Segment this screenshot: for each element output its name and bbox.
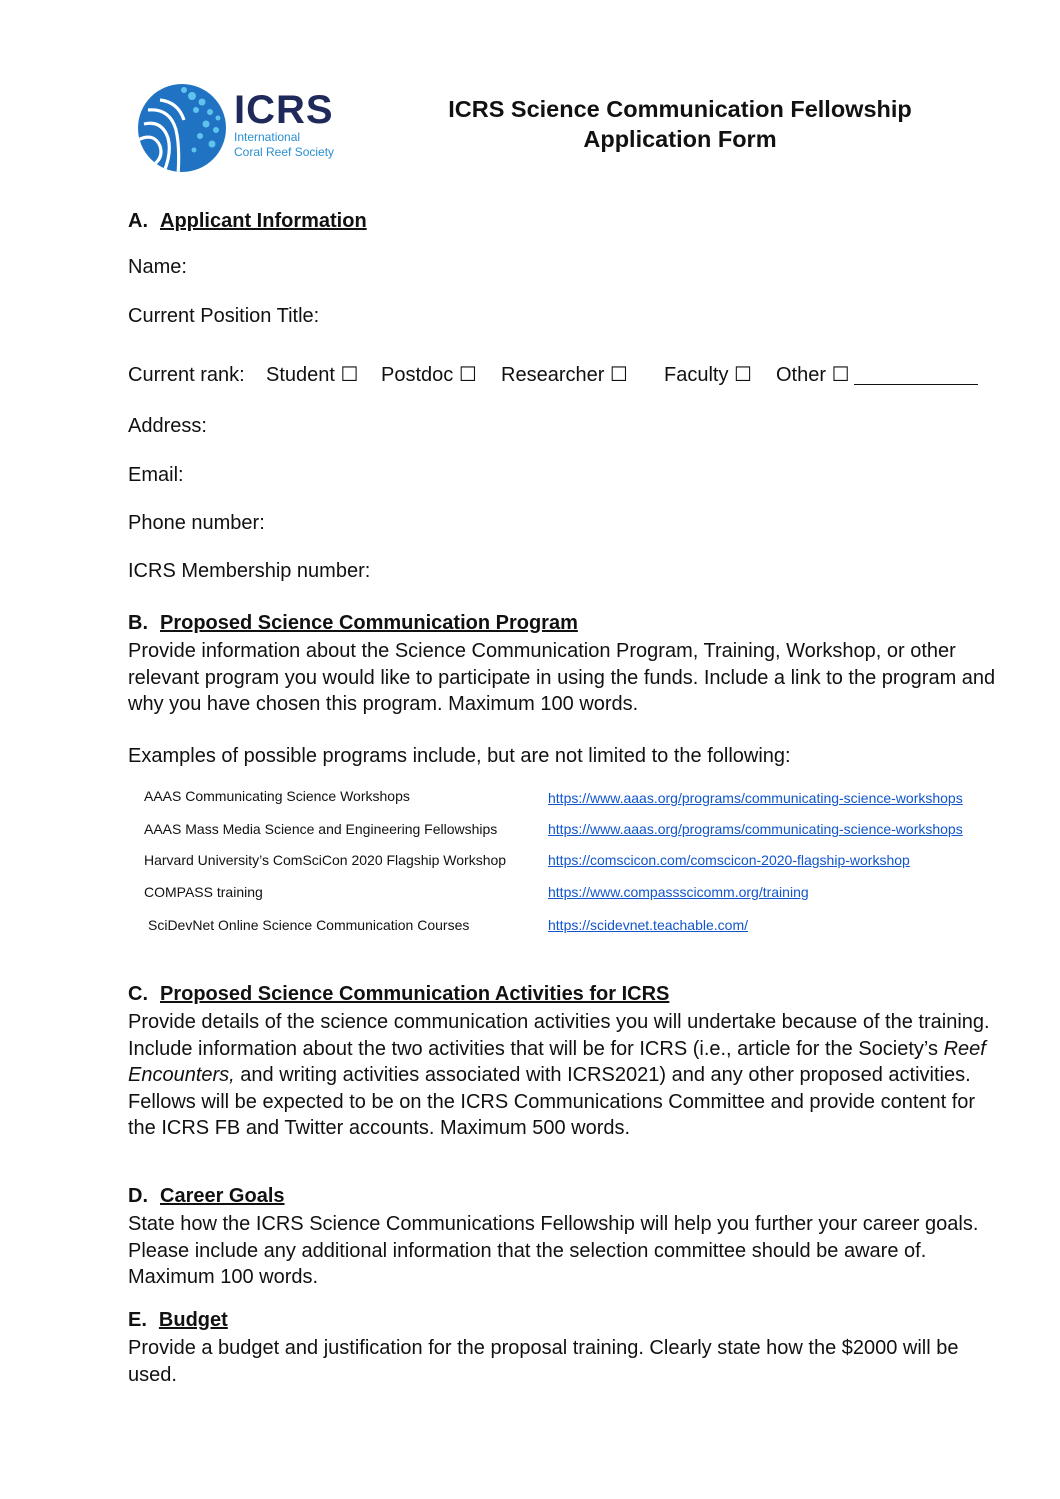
name-field-label: Name:	[128, 256, 187, 278]
rank-faculty-checkbox[interactable]: Faculty ☐	[664, 364, 752, 386]
section-b-title: Proposed Science Communication Program	[160, 612, 578, 634]
section-d-title: Career Goals	[160, 1185, 285, 1207]
program-link[interactable]: https://www.aaas.org/programs/communicating-science-workshops	[548, 790, 963, 806]
coral-globe-icon	[134, 80, 230, 176]
section-b-letter: B.	[128, 612, 148, 634]
section-c-body-pre: Provide details of the science communication activities you will undertake because of the training. Include information about the two activities that will be for ICRS (i.e., article for the Society’s	[128, 1011, 990, 1060]
section-b-body: Provide information about the Science Communication Program, Training, Workshop, or other relevant program you would like to participate in using the funds. Include a link to the program and why you have chosen this program. Maximum 100 words.	[128, 640, 996, 715]
rank-researcher-checkbox[interactable]: Researcher ☐	[501, 364, 628, 386]
position-field-label: Current Position Title:	[128, 305, 320, 327]
program-name: Harvard University’s ComSciCon 2020 Flagship Workshop	[144, 852, 507, 868]
examples-intro: Examples of possible programs include, but are not limited to the following:	[128, 745, 791, 767]
title-line2: Application Form	[583, 126, 777, 152]
logo-subtitle-line1: International	[234, 130, 301, 144]
document-title	[400, 94, 960, 154]
section-c-letter: C.	[128, 983, 148, 1005]
rank-student-checkbox[interactable]: Student ☐	[266, 364, 359, 386]
section-e-title: Budget	[158, 1309, 228, 1331]
program-name: SciDevNet Online Science Communication Courses	[148, 917, 470, 933]
logo-abbreviation: ICRS	[234, 88, 334, 132]
program-name: AAAS Mass Media Science and Engineering Fellowships	[144, 821, 498, 837]
logo-text	[234, 90, 334, 160]
section-d-letter: D.	[128, 1185, 148, 1207]
section-b-heading	[128, 612, 578, 635]
program-link[interactable]: https://www.aaas.org/programs/communicating-science-workshops	[548, 821, 963, 837]
section-c-title: Proposed Science Communication Activities for ICRS	[160, 983, 670, 1005]
section-c-body-post: and writing activities associated with ICRS2021) and any other proposed activities. Fellows will be expected to be on the ICRS Communications Committee and provide content for the ICRS FB and Twitter accounts. Maximum 500 words.	[128, 1064, 976, 1139]
title-line1: ICRS Science Communication Fellowship	[448, 96, 912, 122]
section-c-body	[128, 1009, 998, 1142]
program-link[interactable]: https://comscicon.com/comscicon-2020-flagship-workshop	[548, 852, 910, 868]
rank-other-checkbox[interactable]: Other ☐	[776, 364, 850, 386]
section-c-heading	[128, 983, 669, 1006]
section-a-letter: A.	[128, 210, 148, 232]
rank-postdoc-checkbox[interactable]: Postdoc ☐	[381, 364, 477, 386]
program-link[interactable]: https://scidevnet.teachable.com/	[548, 917, 748, 933]
reef-encounters-title: Reef Encounters,	[128, 1037, 986, 1086]
rank-row	[128, 362, 1008, 390]
address-field-label: Address:	[128, 415, 207, 437]
section-e-heading	[128, 1309, 228, 1332]
section-a-heading	[128, 210, 367, 233]
program-link[interactable]: https://www.compassscicomm.org/training	[548, 884, 809, 900]
icrs-logo	[134, 80, 344, 176]
section-a-title: Applicant Information	[160, 210, 367, 232]
email-field-label: Email:	[128, 464, 184, 486]
program-name: AAAS Communicating Science Workshops	[144, 788, 410, 804]
membership-field-label: ICRS Membership number:	[128, 560, 371, 582]
phone-field-label: Phone number:	[128, 512, 265, 534]
section-e-body: Provide a budget and justification for the proposal training. Clearly state how the $2000 will be used.	[128, 1337, 959, 1386]
section-e-letter: E.	[128, 1309, 147, 1331]
section-d-heading	[128, 1185, 285, 1208]
logo-subtitle-line2: Coral Reef Society	[234, 145, 335, 159]
section-d-body: State how the ICRS Science Communications Fellowship will help you further your career goals. Please include any additional information that the selection committee should be aware of. Maximum 100 words.	[128, 1213, 979, 1288]
rank-other-blank[interactable]	[854, 364, 978, 385]
program-name: COMPASS training	[144, 884, 263, 900]
rank-label: Current rank:	[128, 364, 245, 386]
